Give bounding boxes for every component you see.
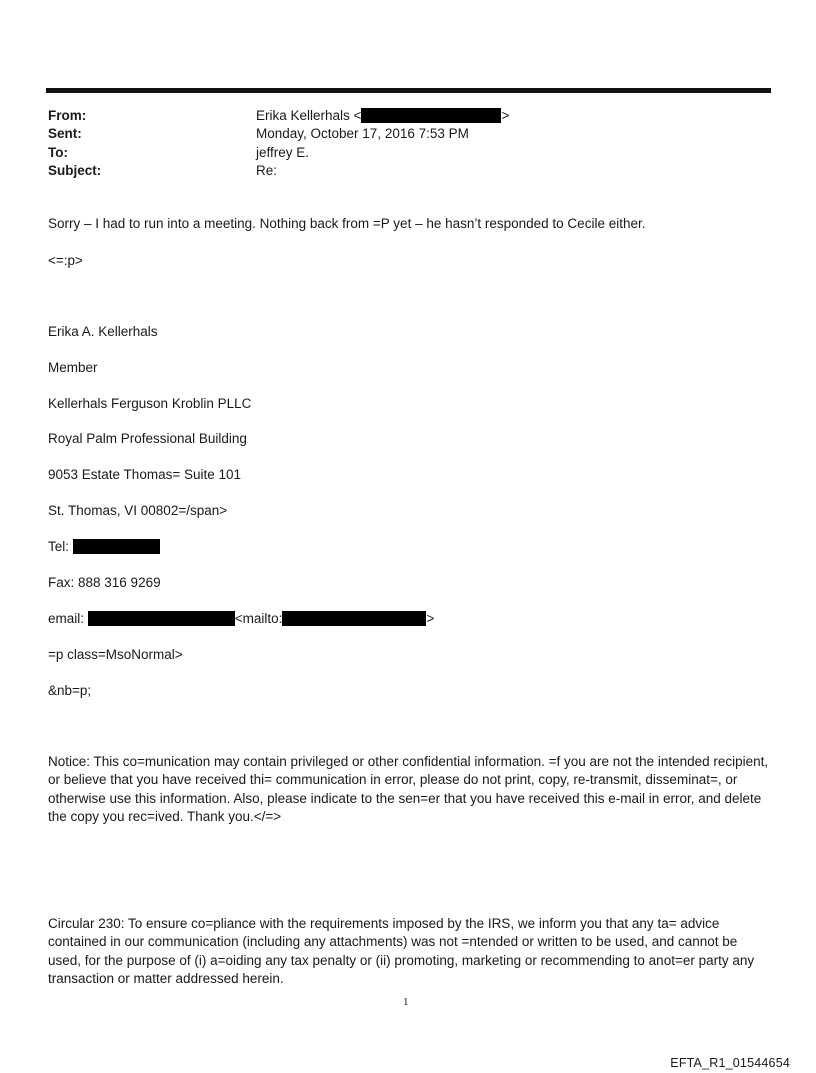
subject-value: Re:	[256, 163, 278, 178]
html-artifact-3: &nb=p;	[48, 683, 92, 698]
html-artifact: <=:p>	[48, 253, 83, 268]
tel-label: Tel:	[48, 539, 70, 554]
signature-tel	[48, 539, 160, 554]
signature-city: St. Thomas, VI 00802=/span>	[48, 503, 228, 518]
signature-building: Royal Palm Professional Building	[48, 431, 247, 446]
subject-label: Subject:	[48, 163, 102, 178]
email-label: email:	[48, 611, 85, 626]
circular-230-notice: Circular 230: To ensure co=pliance with the requirements imposed by the IRS, we inform you that any ta= advice contained in our communication (including any attachments) was not =ntended or written to be used, and cannot be used, for the purpose of (i) a=oiding any tax penalty or (ii) promoting, marketing or recommending to anot=er party any transaction or matter addressed herein.	[48, 916, 755, 986]
signature-firm: Kellerhals Ferguson Kroblin PLLC	[48, 396, 252, 411]
redacted-phone	[73, 539, 160, 554]
html-artifact-2: =p class=MsoNormal>	[48, 647, 183, 662]
to-value: jeffrey E.	[256, 145, 310, 160]
message-body: Sorry – I had to run into a meeting. Nothing back from =P yet – he hasn’t responded to Cecile either.	[48, 216, 646, 231]
from-label: From:	[48, 108, 87, 123]
redacted-email	[361, 108, 501, 123]
mailto-label: <mailto:	[234, 611, 283, 626]
page-number: 1	[403, 996, 409, 1008]
header-rule	[46, 88, 771, 93]
confidentiality-notice: Notice: This co=munication may contain privileged or other confidential information. =f you are not the intended recipient, or believe that you have received thi= communication in error, please do not print, copy, re-transmit, disseminat=, or otherwise use this information. Also, please indicate to the sen=er that you have received this e-mail in error, and delete the copy you rec=ived. Thank you.</=>	[48, 754, 769, 824]
signature-name: Erika A. Kellerhals	[48, 324, 158, 339]
signature-street: 9053 Estate Thomas= Suite 101	[48, 467, 242, 482]
signature-email	[48, 611, 434, 626]
from-close: >	[501, 108, 510, 123]
redacted-email-address	[88, 611, 235, 626]
from-value	[256, 108, 509, 123]
sent-value: Monday, October 17, 2016 7:53 PM	[256, 126, 469, 141]
from-name: Erika Kellerhals <	[256, 108, 362, 123]
mailto-close: >	[426, 611, 435, 626]
redacted-mailto	[282, 611, 426, 626]
sent-label: Sent:	[48, 126, 82, 141]
to-label: To:	[48, 145, 68, 160]
signature-title: Member	[48, 360, 98, 375]
bates-number: EFTA_R1_01544654	[670, 1056, 790, 1070]
signature-fax: Fax: 888 316 9269	[48, 575, 161, 590]
